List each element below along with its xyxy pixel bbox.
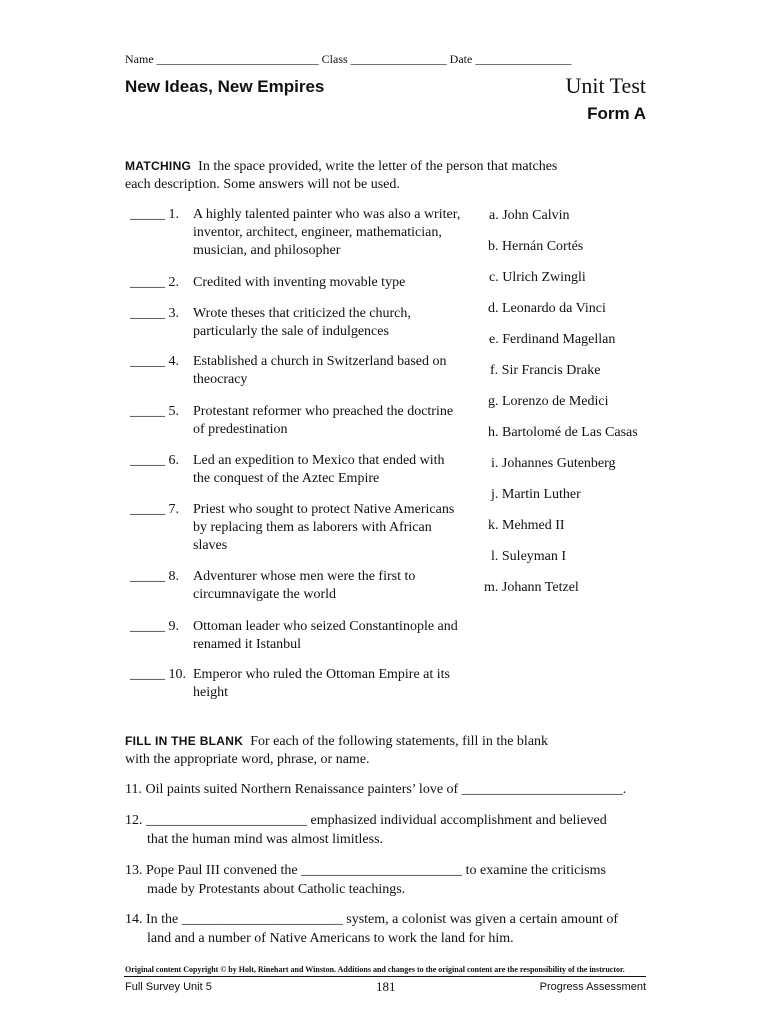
fill-in-line[interactable]: 11. Oil paints suited Northern Renaissance painters’ love of _______________________. — [125, 782, 627, 797]
question-text: Established a church in Switzerland based on theocracy — [193, 354, 447, 387]
matching-label: MATCHING — [125, 159, 192, 173]
answer-blank[interactable]: _____ 9. — [130, 619, 179, 634]
date-label: Date — [449, 52, 473, 66]
choice-item: b. Hernán Cortés — [488, 239, 584, 254]
answer-blank[interactable]: _____ 6. — [130, 453, 179, 468]
class-label: Class — [321, 52, 348, 66]
answer-blank[interactable]: _____ 5. — [130, 404, 179, 419]
copyright-notice: Original content Copyright © by Holt, Rinehart and Winston. Additions and changes to the original content are the responsibility of the instructor. — [125, 965, 625, 974]
fill-in-item — [125, 861, 645, 899]
choice-item: g. Lorenzo de Medici — [488, 394, 609, 409]
choice-item: h. Bartolomé de Las Casas — [488, 425, 638, 440]
matching-instructions-text: In the space provided, write the letter of the person that matches each description. Some answers will not be used. — [125, 159, 558, 192]
question-text: Credited with inventing movable type — [193, 275, 406, 290]
footer-divider — [124, 976, 646, 977]
choice-item: d. Leonardo da Vinci — [488, 301, 606, 316]
choice-item: c. Ulrich Zwingli — [489, 270, 586, 285]
question-text: A highly talented painter who was also a writer, inventor, architect, engineer, mathematician, musician, and philosopher — [193, 207, 461, 258]
name-label: Name — [125, 52, 154, 66]
student-info-line — [125, 52, 571, 67]
fill-in-line: land and a number of Native Americans to work the land for him. — [147, 931, 514, 946]
answer-blank[interactable]: _____ 1. — [130, 207, 179, 222]
page-number: 181 — [376, 979, 396, 994]
class-blank[interactable]: ________________ — [350, 52, 447, 66]
matching-instructions — [125, 157, 565, 194]
fill-in-line: made by Protestants about Catholic teachings. — [147, 882, 406, 897]
answer-blank[interactable]: _____ 7. — [130, 502, 179, 517]
choice-item: k. Mehmed II — [488, 518, 565, 533]
question-text: Led an expedition to Mexico that ended with the conquest of the Aztec Empire — [193, 453, 445, 486]
unit-test-heading: Unit Test — [565, 73, 646, 98]
question-text: Wrote theses that criticized the church, particularly the sale of indulgences — [193, 306, 411, 339]
question-text: Priest who sought to protect Native Americans by replacing them as laborers with African slaves — [193, 502, 455, 553]
choice-item: m. Johann Tetzel — [484, 580, 579, 595]
date-blank[interactable]: ________________ — [475, 52, 572, 66]
question-text: Protestant reformer who preached the doctrine of predestination — [193, 404, 454, 437]
answer-blank[interactable]: _____ 3. — [130, 306, 179, 321]
fill-in-item — [125, 780, 645, 799]
answer-blank[interactable]: _____ 10. — [130, 667, 186, 682]
choice-item: j. Martin Luther — [491, 487, 581, 502]
fill-in-item — [125, 910, 645, 948]
fill-in-instructions-text: For each of the following statements, fill in the blank with the appropriate word, phrase, or name. — [125, 734, 549, 767]
page-title: New Ideas, New Empires — [125, 77, 325, 96]
fill-in-instructions — [125, 732, 565, 769]
answer-blank[interactable]: _____ 4. — [130, 354, 179, 369]
fill-in-line[interactable]: 13. Pope Paul III convened the _______________________ to examine the criticisms — [125, 863, 606, 878]
choice-item: i. Johannes Gutenberg — [491, 456, 616, 471]
fill-in-label: FILL IN THE BLANK — [125, 734, 244, 748]
footer-assessment-label: Progress Assessment — [539, 981, 646, 993]
choice-item: f. Sir Francis Drake — [490, 363, 601, 378]
fill-in-line[interactable]: 14. In the _______________________ system, a colonist was given a certain amount of — [125, 912, 619, 927]
choice-item: e. Ferdinand Magellan — [489, 332, 616, 347]
form-label: Form A — [587, 104, 646, 123]
question-text: Adventurer whose men were the first to circumnavigate the world — [193, 569, 416, 602]
choice-item: l. Suleyman I — [491, 549, 567, 564]
question-text: Emperor who ruled the Ottoman Empire at its height — [193, 667, 450, 700]
fill-in-line: that the human mind was almost limitless. — [147, 832, 384, 847]
answer-blank[interactable]: _____ 8. — [130, 569, 179, 584]
answer-blank[interactable]: _____ 2. — [130, 275, 179, 290]
name-blank[interactable]: ___________________________ — [156, 52, 319, 66]
question-text: Ottoman leader who seized Constantinople and renamed it Istanbul — [193, 619, 458, 652]
fill-in-item — [125, 811, 645, 849]
choice-item: a. John Calvin — [489, 208, 570, 223]
fill-in-line[interactable]: 12. _______________________ emphasized individual accomplishment and believed — [125, 813, 607, 828]
footer-unit-label: Full Survey Unit 5 — [125, 981, 212, 993]
